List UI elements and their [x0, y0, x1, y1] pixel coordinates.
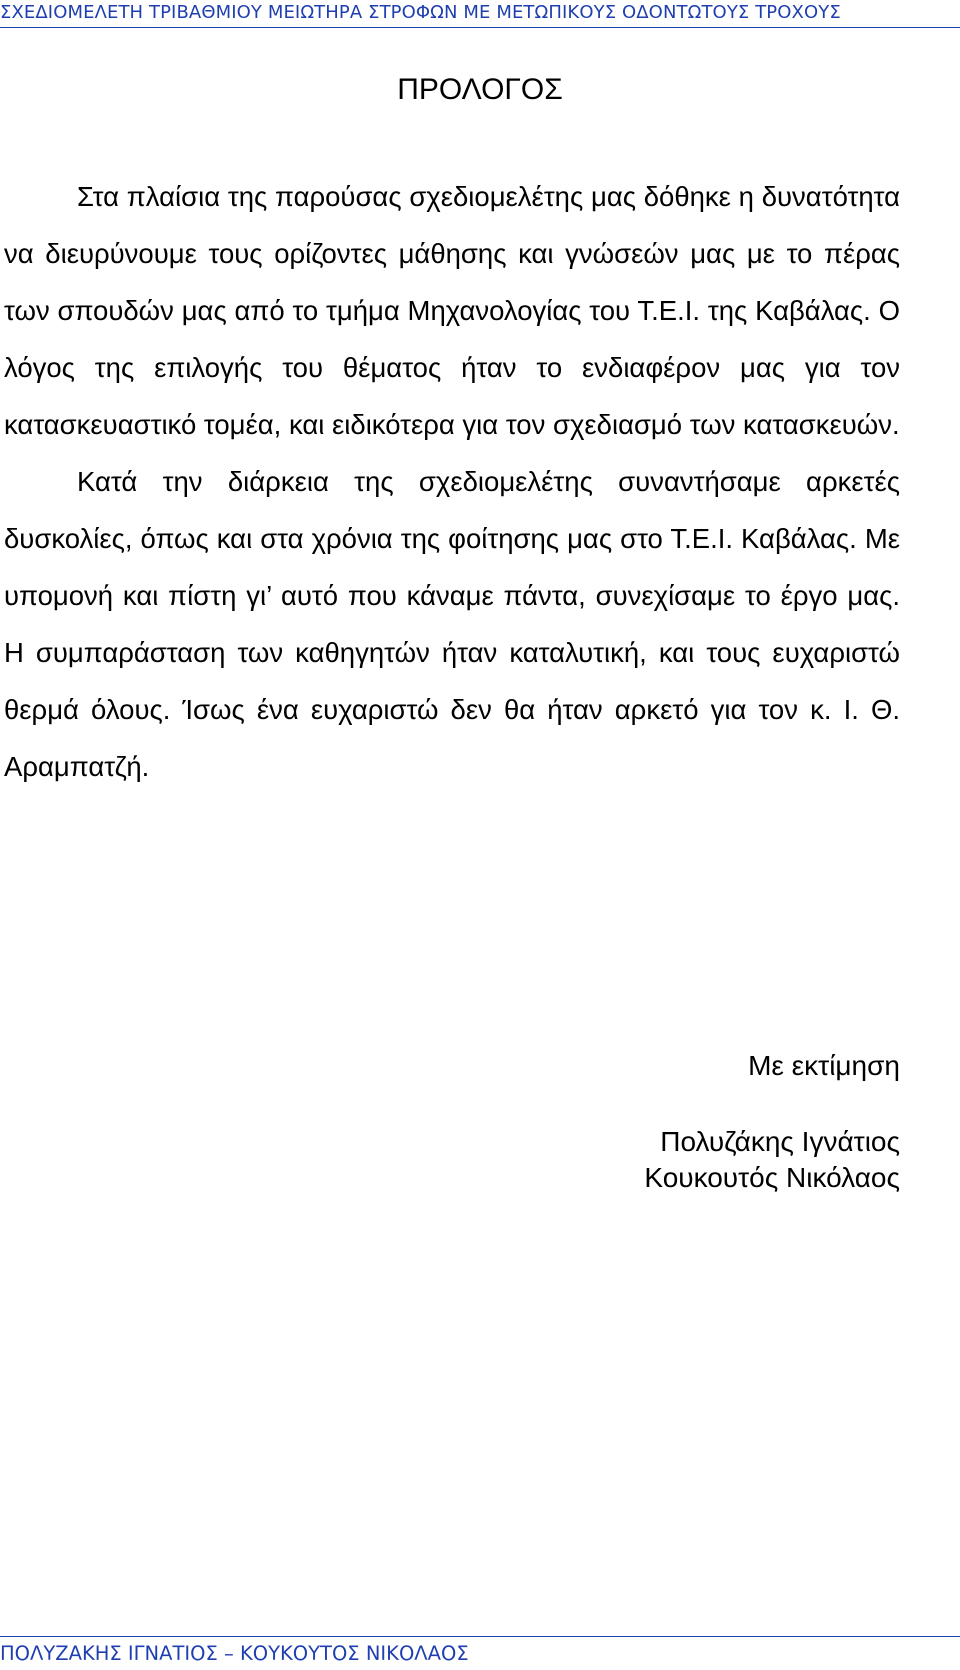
running-header: ΣΧΕΔΙΟΜΕΛΕΤΗ ΤΡΙΒΑΘΜΙΟΥ ΜΕΙΩΤΗΡΑ ΣΤΡΟΦΩΝ ΜΕ ΜΕΤΩΠΙΚΟΥΣ ΟΔΟΝΤΩΤΟΥΣ ΤΡΟΧΟΥΣ	[0, 2, 841, 23]
paragraph-2: Κατά την διάρκεια της σχεδιομελέτης συναντήσαμε αρκετές δυσκολίες, όπως και στα χρόνια της φοίτησης μας στο Τ.Ε.Ι. Καβάλας. Με υπομονή και πίστη γι’ αυτό που κάναμε πάντα, συνεχίσαμε το έργο μας. Η συμπαράσταση των καθηγητών ήταν καταλυτική, και τους ευχαριστώ θερμά όλους. Ίσως ένα ευχαριστώ δεν θα ήταν αρκετό για τον κ. Ι. Θ. Αραμπατζή.	[4, 466, 900, 782]
running-footer: ΠΟΛΥΖΑΚΗΣ ΙΓΝΑΤΙΟΣ – ΚΟΥΚΟΥΤΟΣ ΝΙΚΟΛΑΟΣ	[0, 1642, 469, 1665]
author-name-2: Κουκουτός Νικόλαος	[644, 1162, 900, 1193]
page-title: ΠΡΟΛΟΓΟΣ	[397, 73, 563, 106]
author-name-1: Πολυζάκης Ιγνάτιος	[660, 1126, 900, 1157]
header-rule	[0, 27, 960, 28]
paragraph-1: Στα πλαίσια της παρούσας σχεδιομελέτης μας δόθηκε η δυνατότητα να διευρύνουμε τους ορίζοντες μάθησης και γνώσεών μας με το πέρας των σπουδών μας από το τμήμα Μηχανολογίας του Τ.Ε.Ι. της Καβάλας. Ο λόγος της επιλογής του θέματος ήταν το ενδιαφέρον μας για τον κατασκευαστικό τομέα, και ειδικότερα για τον σχεδιασμό των κατασκευών.	[4, 181, 900, 440]
body-text	[4, 168, 900, 795]
footer-rule	[0, 1636, 960, 1637]
closing-salutation: Με εκτίμηση	[748, 1050, 900, 1081]
